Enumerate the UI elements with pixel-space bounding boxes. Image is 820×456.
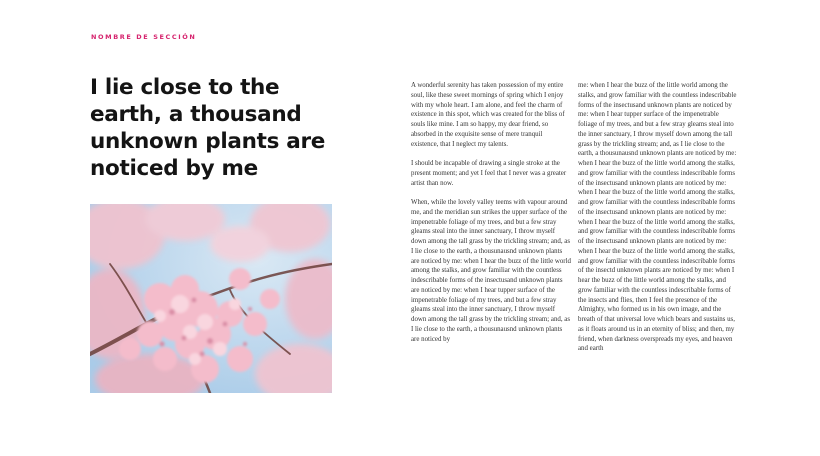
text-column-right (578, 81, 738, 364)
hero-image (90, 204, 332, 393)
paragraph: I should be incapable of drawing a single stroke at the present moment; and yet I feel that I never was a greater artist than now. (411, 160, 567, 187)
paragraph: A wonderful serenity has taken possession of my entire soul, like these sweet mornings of spring which I enjoy with my whole heart. I am alone, and feel the charm of existence in this spot, which was created for the bliss of souls like mine. I am so happy, my dear friend, so absorbed in the exquisite sense of mere tranquil existence, that I neglect my talents. (411, 82, 565, 148)
paragraph: me: when I hear the buzz of the little world among the stalks, and grow familiar with the countless indescribable forms of the insectusand unknown plants are noticed by me: when I hear tupper surface of the impenetrable foliage of my trees, and but a few stray gleams steal into the inner sanctuary, I throw myself down among the tall grass by the trickling stream; and, as I lie close to the earth, a thousunausnd unknown plants are noticed by me: when I hear the buzz of the little world among the stalks, and grow familiar with the countless indescribable forms of the insectusand unknown plants are noticed by me: when I hear the buzz of the little world among the stalks, and grow familiar with the countless indescribable forms of the insectusand unknown plants are noticed by me: when I hear the buzz of the little world among the stalks, and grow familiar with the countless indescribable forms of the insectusand unknown plants are noticed by me: when I hear the buzz of the little world among the stalks, and grow familiar with the countless indescribable forms of the insectd unknown plants are noticed by me: when I hear the buzz of the little world among the stalks, and grow familiar with the countless indescribable forms of the insects and flies, then I feel the presence of the Almighty, who formed us in his own image, and the breath of that universal love which bears and sustains us, as it floats around us in an eternity of bliss; and then, my friend, when darkness overspreads my eyes, and heaven and earth (578, 82, 737, 353)
page-title: I lie close to the earth, a thousand unknown plants are noticed by me (90, 75, 326, 181)
section-name: NOMBRE DE SECCIÓN (91, 33, 197, 41)
paragraph: When, while the lovely valley teems with vapour around me, and the meridian sun strikes the upper surface of the impenetrable foliage of my trees, and but a few stray gleams steal into the inner sanctuary, I throw myself down among the tall grass by the trickling stream; and, as I lie close to the earth, a thousunausnd unknown plants are noticed by me: when I hear the buzz of the little world among the stalks, and grow familiar with the countless indescribable forms of the insectusand unknown plants are noticed by me: when I hear tupper surface of the impenetrable foliage of my trees, and but a few stray gleams steal into the inner sanctuary, I throw myself down among the tall grass by the trickling stream; and, as I lie close to the earth, a thousunausnd unknown plants are noticed by (411, 199, 571, 343)
cherry-blossom-photo (90, 204, 332, 393)
text-column-left (411, 81, 571, 354)
